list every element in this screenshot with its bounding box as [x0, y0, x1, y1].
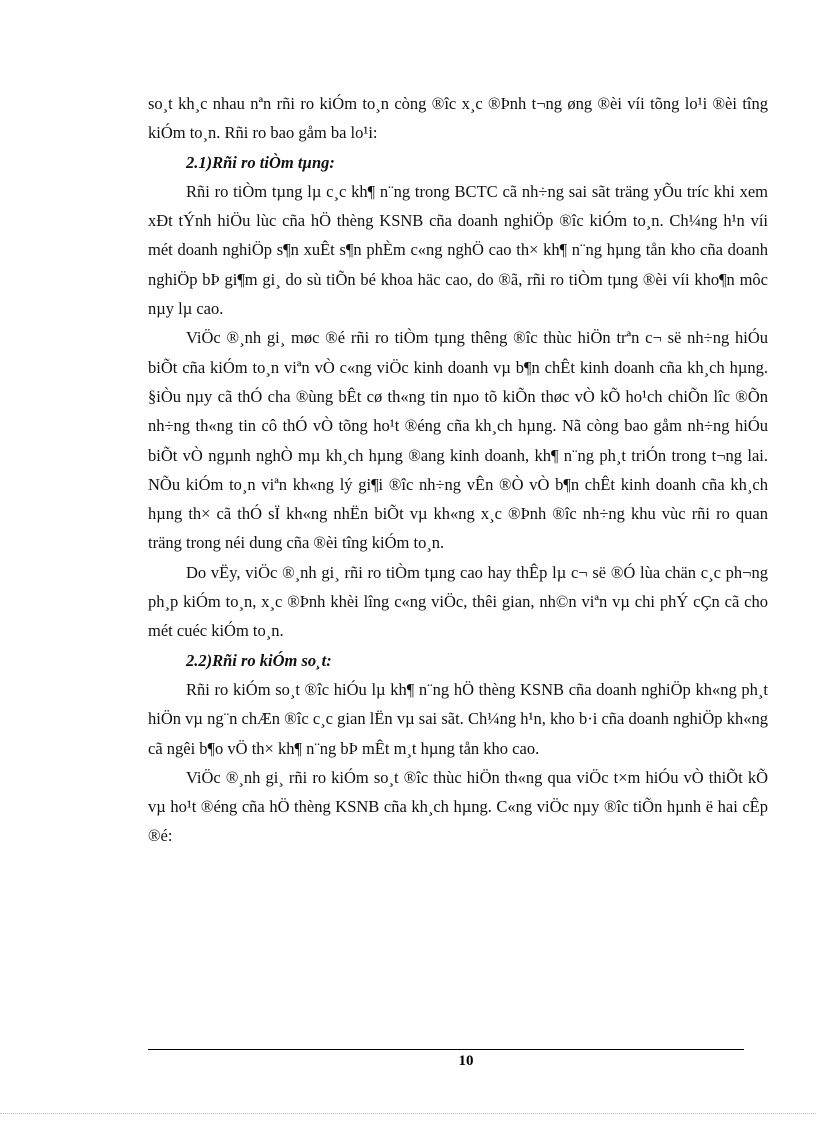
page-bottom-edge — [0, 1113, 816, 1114]
paragraph-control-risk-definition: Rñi ro kiÓm so¸t ®îc hiÓu lµ kh¶ n¨ng hÖ thèng KSNB cña doanh nghiÖp kh«ng ph¸t hiÖn vµ ng¨n chÆn ®îc c¸c gian lËn vµ sai sãt. Ch¼ng h¹n, kho b·i cña doanh nghiÖp kh«ng cã ngêi b¶o vÖ th× kh¶ n¨ng bÞ mÊt m¸t hµng tån kho cao. — [148, 679, 768, 758]
paragraph-inherent-risk-definition: Rñi ro tiÒm tµng lµ c¸c kh¶ n¨ng trong BCTC cã nh÷ng sai sãt träng yÕu tríc khi xem xÐt tÝnh hiÖu lùc cña hÖ thèng KSNB cña doanh nghiÖp ®îc kiÓm to¸n. Ch¼ng h¹n víi mét doanh nghiÖp s¶n xuÊt s¶n phÈm c«ng nghÖ cao th× kh¶ n¨ng hµng tån kho cña doanh nghiÖp bÞ gi¶m gi¸ do sù tiÕn bé khoa häc cao, do ®ã, rñi ro tiÒm tµng ®èi víi kho¶n môc nµy lµ cao. — [148, 181, 768, 319]
paragraph-inherent-risk-conclusion: Do vËy, viÖc ®¸nh gi¸ rñi ro tiÒm tµng cao hay thÊp lµ c¬ së ®Ó lùa chän c¸c ph¬ng ph¸p kiÓm to¸n, x¸c ®Þnh khèi lîng c«ng viÖc, thêi gian, nh©n viªn vµ chi phÝ cÇn cã cho mét cuéc kiÓm to¸n. — [148, 562, 768, 641]
section-heading-control-risk: 2.2)Rñi ro kiÓm so¸t: — [186, 650, 332, 670]
footer-divider — [148, 1049, 744, 1050]
page-number: 10 — [458, 1053, 474, 1069]
document-body — [148, 89, 768, 851]
paragraph-intro: so¸t kh¸c nhau nªn rñi ro kiÓm to¸n còng ®îc x¸c ®Þnh t¬ng øng ®èi víi tõng lo¹i ®èi tîng kiÓm to¸n. Rñi ro bao gåm ba lo¹i: — [148, 94, 768, 143]
section-heading-inherent-risk: 2.1)Rñi ro tiÒm tµng: — [186, 152, 335, 172]
paragraph-control-risk-assessment: ViÖc ®¸nh gi¸ rñi ro kiÓm so¸t ®îc thùc hiÖn th«ng qua viÖc t×m hiÓu vÒ thiÕt kÕ vµ ho¹t ®éng cña hÖ thèng KSNB cña kh¸ch hµng. C«ng viÖc nµy ®îc tiÕn hµnh ë hai cÊp ®é: — [148, 767, 768, 846]
paragraph-inherent-risk-assessment: ViÖc ®¸nh gi¸ møc ®é rñi ro tiÒm tµng thêng ®îc thùc hiÖn trªn c¬ së nh÷ng hiÓu biÕt cña kiÓm to¸n viªn vÒ c«ng viÖc kinh doanh vµ b¶n chÊt kinh doanh cña kh¸ch hµng. §iÒu nµy cã thÓ cha ®ùng bÊt cø th«ng tin nµo tõ kiÕn thøc vÒ kÕ ho¹ch chiÕn lîc ®Õn nh÷ng th«ng tin cô thÓ vÒ tõng ho¹t ®éng cña kh¸ch hµng. Nã còng bao gåm nh÷ng hiÓu biÕt vÒ ngµnh nghÒ mµ kh¸ch hµng ®ang kinh doanh, kh¶ n¨ng ph¸t triÓn trong t¬ng lai. NÕu kiÓm to¸n viªn kh«ng lý gi¶i ®îc nh÷ng vÊn ®Ò vÒ b¶n chÊt kinh doanh cña kh¸ch hµng th× cã thÓ sÏ kh«ng nhËn biÕt vµ kh«ng x¸c ®Þnh ®îc nh÷ng khu vùc rñi ro quan träng trong néi dung cña ®èi tîng kiÓm to¸n. — [148, 328, 768, 553]
